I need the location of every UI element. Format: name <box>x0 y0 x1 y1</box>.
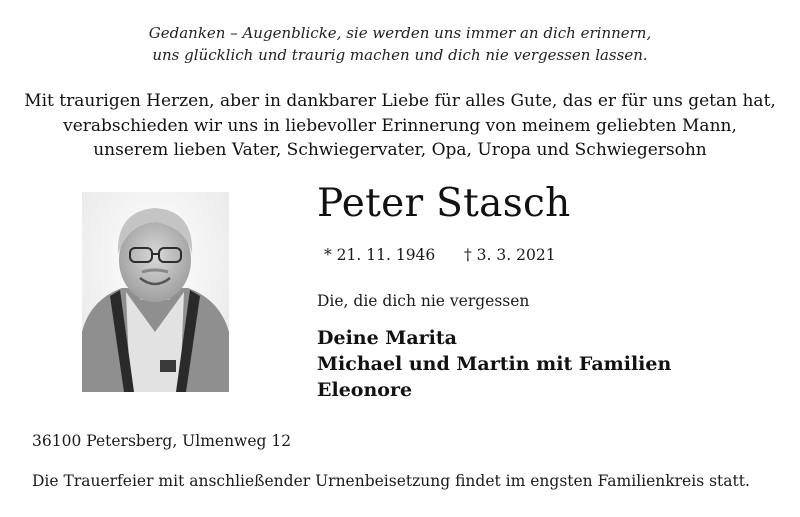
birth-date: * 21. 11. 1946 <box>324 246 436 264</box>
funeral-note: Die Trauerfeier mit anschließender Urnenbeisetzung findet im engsten Familienkreis statt. <box>32 472 750 490</box>
portrait-photo <box>82 192 229 392</box>
farewell-line: unserem lieben Vater, Schwiegervater, Opa, Uropa und Schwiegersohn <box>93 140 707 160</box>
life-dates <box>324 244 556 266</box>
deceased-name: Peter Stasch <box>317 181 571 226</box>
mourner-name: Eleonore <box>317 379 413 401</box>
poem-line: Gedanken – Augenblicke, sie werden uns immer an dich erinnern, <box>148 24 652 42</box>
mourners-list <box>317 325 671 403</box>
mourners-intro: Die, die dich nie vergessen <box>317 292 530 310</box>
portrait-illustration <box>82 192 229 392</box>
family-address: 36100 Petersberg, Ulmenweg 12 <box>32 432 292 450</box>
mourner-name: Deine Marita <box>317 327 457 349</box>
farewell-text <box>0 89 800 163</box>
farewell-line: verabschieden wir uns in liebevoller Erinnerung von meinem geliebten Mann, <box>63 115 737 136</box>
memorial-poem <box>0 22 800 66</box>
death-date: † 3. 3. 2021 <box>464 246 556 264</box>
mourner-name: Michael und Martin mit Familien <box>317 353 672 375</box>
farewell-line: Mit traurigen Herzen, aber in dankbarer Liebe für alles Gute, das er für uns getan hat, <box>24 91 776 111</box>
poem-line: uns glücklich und traurig machen und dich nie vergessen lassen. <box>152 46 648 64</box>
